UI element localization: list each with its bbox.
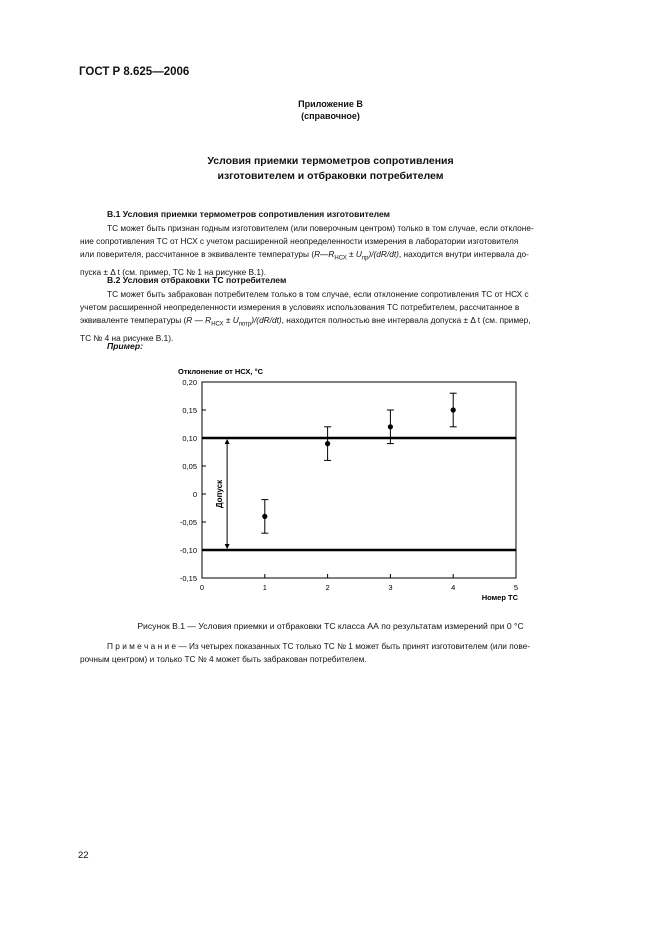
section-b1-heading: В.1 Условия приемки термометров сопротивления изготовителем [107,209,391,219]
text-line: ние сопротивления ТС от НСХ с учетом расширенной неопределенности измерения в лаборатории изготовителя [80,236,519,247]
tolerance-arrow-head-down [225,544,230,549]
x-axis-label: Номер ТС [481,593,518,602]
deviation-chart [0,360,661,610]
x-tick-label: 2 [325,583,330,592]
y-tick-label: 0,10 [182,434,197,443]
text-line: П р и м е ч а н и е — Из четырех показанных ТС только ТС № 1 может быть принят изготовителем (или пове- [107,641,531,651]
y-tick-label: 0 [192,490,197,499]
plot-frame [202,382,516,578]
appendix-status: (справочное) [301,111,360,121]
data-point [451,407,456,412]
section-b2-text [80,288,614,345]
text-line: рочным центром) и только ТС № 4 может быть забракован потребителем. [80,654,367,665]
text-line: пуска ± Δ t (см. пример, ТС № 1 на рисунке В.1). [80,267,267,278]
y-tick-label: 0,05 [182,462,197,471]
data-point [388,424,393,429]
figure-caption: Рисунок В.1 — Условия приемки и отбраковки ТС класса АА по результатам измерений при 0 °С [137,621,524,631]
section-b2-heading: В.2 Условия отбраковки ТС потребителем [107,275,287,285]
data-point [262,514,267,519]
x-tick-label: 4 [451,583,456,592]
x-tick-label: 1 [262,583,267,592]
text-line: учетом расширенной неопределенности измерения в условиях использования ТС потребителем, рассчитанное в [80,302,520,313]
figure-note [80,640,614,666]
text-line: или поверителя, рассчитанное в эквиваленте температуры $(R—R_{НСХ} \pm U_{пр})/(dR/dt)$, находится внутри интервала до- [80,249,529,263]
page-number: 22 [78,850,89,861]
x-tick-label: 3 [388,583,393,592]
x-tick-label: 0 [199,583,205,592]
y-tick-label: -0,10 [179,546,197,555]
y-tick-label: 0,20 [182,378,197,387]
text-line: ТС № 4 на рисунке В.1). [80,333,174,344]
y-axis-label: Отклонение от НСХ, °С [178,367,263,376]
document-header: ГОСТ Р 8.625—2006 [79,66,190,78]
section-b1-text [80,222,614,279]
page-title-line1: Условия приемки термометров сопротивления [207,155,454,167]
tolerance-label: Допуск [215,479,225,509]
example-label: Пример: [107,341,143,351]
text-line: ТС может быть забракован потребителем только в том случае, если отклонение сопротивления ТС от НСХ с [107,289,529,299]
x-tick-label: 5 [513,583,519,592]
y-tick-label: -0,05 [179,518,197,527]
y-tick-label: -0,15 [179,574,197,583]
y-tick-label: 0,15 [182,406,197,415]
text-line: эквиваленте температуры (R — $R_{НСХ} \pm U_{потр})/(dR/dt)$, находится полностью вне интервала допуска ± Δ t (см. пример, [80,315,531,329]
text-line: ТС может быть признан годным изготовителем (или поверочным центром) только в том случае, если отклоне- [107,223,534,233]
page-title-line2: изготовителем и отбраковки потребителем [217,170,444,182]
tolerance-arrow-head-up [225,439,230,444]
data-point [325,441,330,446]
appendix-label: Приложение В [298,99,363,109]
